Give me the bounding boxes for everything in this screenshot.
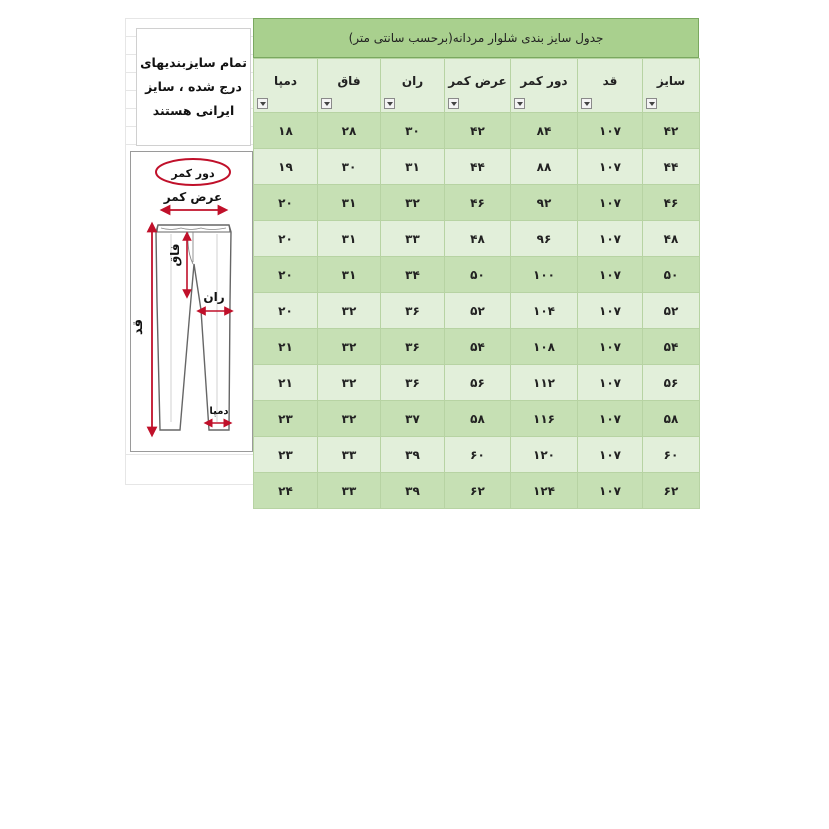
cell-waist-width[interactable]: ۵۰ bbox=[445, 257, 511, 293]
table-row bbox=[254, 113, 700, 149]
cell-size[interactable]: ۵۲ bbox=[643, 293, 700, 329]
cell-length[interactable]: ۱۰۷ bbox=[578, 185, 643, 221]
table-row bbox=[254, 365, 700, 401]
header-rise: فاق bbox=[318, 59, 381, 113]
cell-hem[interactable]: ۲۱ bbox=[254, 329, 318, 365]
hem-label: دمپا bbox=[209, 406, 229, 417]
cell-waist-circumference[interactable]: ۱۲۰ bbox=[511, 437, 578, 473]
cell-waist-width[interactable]: ۵۲ bbox=[445, 293, 511, 329]
cell-length[interactable]: ۱۰۷ bbox=[578, 293, 643, 329]
cell-length[interactable]: ۱۰۷ bbox=[578, 437, 643, 473]
cell-waist-width[interactable]: ۴۶ bbox=[445, 185, 511, 221]
cell-size[interactable]: ۴۶ bbox=[643, 185, 700, 221]
cell-length[interactable]: ۱۰۷ bbox=[578, 257, 643, 293]
filter-dropdown-icon[interactable] bbox=[514, 98, 525, 109]
cell-size[interactable]: ۵۰ bbox=[643, 257, 700, 293]
cell-thigh[interactable]: ۳۰ bbox=[381, 113, 445, 149]
cell-thigh[interactable]: ۳۹ bbox=[381, 437, 445, 473]
cell-length[interactable]: ۱۰۷ bbox=[578, 113, 643, 149]
table-row bbox=[254, 293, 700, 329]
cell-thigh[interactable]: ۳۶ bbox=[381, 329, 445, 365]
header-length: قد bbox=[578, 59, 643, 113]
cell-rise[interactable]: ۳۱ bbox=[318, 257, 381, 293]
cell-rise[interactable]: ۳۲ bbox=[318, 329, 381, 365]
cell-waist-width[interactable]: ۴۸ bbox=[445, 221, 511, 257]
cell-hem[interactable]: ۲۰ bbox=[254, 185, 318, 221]
cell-hem[interactable]: ۱۹ bbox=[254, 149, 318, 185]
cell-hem[interactable]: ۲۳ bbox=[254, 437, 318, 473]
table-row bbox=[254, 185, 700, 221]
table-row bbox=[254, 473, 700, 509]
filter-dropdown-icon[interactable] bbox=[257, 98, 268, 109]
waist-width-label: عرض کمر bbox=[163, 190, 223, 204]
table-row bbox=[254, 149, 700, 185]
cell-waist-circumference[interactable]: ۱۱۶ bbox=[511, 401, 578, 437]
filter-dropdown-icon[interactable] bbox=[581, 98, 592, 109]
cell-rise[interactable]: ۳۲ bbox=[318, 401, 381, 437]
note-line-1: تمام سایزبندیهای bbox=[140, 55, 247, 70]
header-waist-width: عرض کمر bbox=[445, 59, 511, 113]
cell-size[interactable]: ۵۶ bbox=[643, 365, 700, 401]
cell-hem[interactable]: ۲۰ bbox=[254, 293, 318, 329]
header-waist-circumference: دور کمر bbox=[511, 59, 578, 113]
cell-hem[interactable]: ۲۰ bbox=[254, 257, 318, 293]
cell-hem[interactable]: ۲۰ bbox=[254, 221, 318, 257]
cell-size[interactable]: ۶۰ bbox=[643, 437, 700, 473]
cell-waist-circumference[interactable]: ۸۴ bbox=[511, 113, 578, 149]
cell-rise[interactable]: ۳۳ bbox=[318, 437, 381, 473]
cell-hem[interactable]: ۲۳ bbox=[254, 401, 318, 437]
cell-size[interactable]: ۵۸ bbox=[643, 401, 700, 437]
cell-waist-circumference[interactable]: ۱۰۴ bbox=[511, 293, 578, 329]
cell-thigh[interactable]: ۳۴ bbox=[381, 257, 445, 293]
cell-waist-circumference[interactable]: ۱۲۴ bbox=[511, 473, 578, 509]
table-row bbox=[254, 221, 700, 257]
waist-circumference-label: دور کمر bbox=[171, 167, 215, 180]
table-row bbox=[254, 257, 700, 293]
cell-waist-width[interactable]: ۴۴ bbox=[445, 149, 511, 185]
cell-length[interactable]: ۱۰۷ bbox=[578, 473, 643, 509]
thigh-label: ران bbox=[203, 290, 225, 304]
cell-rise[interactable]: ۳۲ bbox=[318, 365, 381, 401]
header-row bbox=[254, 59, 700, 113]
cell-waist-width[interactable]: ۶۰ bbox=[445, 437, 511, 473]
trousers-measurement-figure bbox=[130, 151, 253, 452]
cell-waist-width[interactable]: ۶۲ bbox=[445, 473, 511, 509]
cell-rise[interactable]: ۳۲ bbox=[318, 293, 381, 329]
cell-rise[interactable]: ۳۳ bbox=[318, 473, 381, 509]
cell-waist-width[interactable]: ۵۴ bbox=[445, 329, 511, 365]
cell-length[interactable]: ۱۰۷ bbox=[578, 365, 643, 401]
cell-rise[interactable]: ۳۰ bbox=[318, 149, 381, 185]
cell-thigh[interactable]: ۳۲ bbox=[381, 185, 445, 221]
filter-dropdown-icon[interactable] bbox=[321, 98, 332, 109]
cell-length[interactable]: ۱۰۷ bbox=[578, 401, 643, 437]
cell-length[interactable]: ۱۰۷ bbox=[578, 221, 643, 257]
cell-rise[interactable]: ۳۱ bbox=[318, 221, 381, 257]
iranian-sizes-note bbox=[136, 28, 251, 146]
cell-waist-circumference[interactable]: ۱۱۲ bbox=[511, 365, 578, 401]
filter-dropdown-icon[interactable] bbox=[384, 98, 395, 109]
cell-thigh[interactable]: ۳۳ bbox=[381, 221, 445, 257]
table-row bbox=[254, 329, 700, 365]
size-chart-table bbox=[253, 58, 700, 509]
cell-waist-circumference[interactable]: ۹۲ bbox=[511, 185, 578, 221]
cell-size[interactable]: ۵۴ bbox=[643, 329, 700, 365]
table-row bbox=[254, 401, 700, 437]
note-line-3: ایرانی هستند bbox=[152, 103, 235, 118]
note-line-2: درج شده ، سایز bbox=[145, 79, 242, 94]
cell-waist-circumference[interactable]: ۱۰۸ bbox=[511, 329, 578, 365]
cell-thigh[interactable]: ۳۱ bbox=[381, 149, 445, 185]
cell-hem[interactable]: ۲۴ bbox=[254, 473, 318, 509]
cell-waist-width[interactable]: ۵۸ bbox=[445, 401, 511, 437]
cell-size[interactable]: ۴۲ bbox=[643, 113, 700, 149]
cell-size[interactable]: ۴۸ bbox=[643, 221, 700, 257]
cell-thigh[interactable]: ۳۹ bbox=[381, 473, 445, 509]
cell-thigh[interactable]: ۳۶ bbox=[381, 293, 445, 329]
cell-hem[interactable]: ۲۱ bbox=[254, 365, 318, 401]
cell-waist-circumference[interactable]: ۱۰۰ bbox=[511, 257, 578, 293]
cell-rise[interactable]: ۳۱ bbox=[318, 185, 381, 221]
cell-waist-width[interactable]: ۵۶ bbox=[445, 365, 511, 401]
header-size: سایز bbox=[643, 59, 700, 113]
cell-rise[interactable]: ۲۸ bbox=[318, 113, 381, 149]
filter-dropdown-icon[interactable] bbox=[448, 98, 459, 109]
cell-thigh[interactable]: ۳۷ bbox=[381, 401, 445, 437]
length-label: قد bbox=[131, 318, 146, 336]
cell-waist-circumference[interactable]: ۹۶ bbox=[511, 221, 578, 257]
cell-size[interactable]: ۴۴ bbox=[643, 149, 700, 185]
cell-waist-circumference[interactable]: ۸۸ bbox=[511, 149, 578, 185]
cell-size[interactable]: ۶۲ bbox=[643, 473, 700, 509]
cell-waist-width[interactable]: ۴۲ bbox=[445, 113, 511, 149]
cell-thigh[interactable]: ۳۶ bbox=[381, 365, 445, 401]
rise-label: فاق bbox=[168, 243, 182, 267]
header-hem: دمپا bbox=[254, 59, 318, 113]
header-thigh: ران bbox=[381, 59, 445, 113]
cell-hem[interactable]: ۱۸ bbox=[254, 113, 318, 149]
filter-dropdown-icon[interactable] bbox=[646, 98, 657, 109]
size-chart-title: جدول سایز بندی شلوار مردانه(برحسب سانتی متر) bbox=[253, 18, 699, 58]
cell-length[interactable]: ۱۰۷ bbox=[578, 329, 643, 365]
cell-length[interactable]: ۱۰۷ bbox=[578, 149, 643, 185]
table-row bbox=[254, 437, 700, 473]
